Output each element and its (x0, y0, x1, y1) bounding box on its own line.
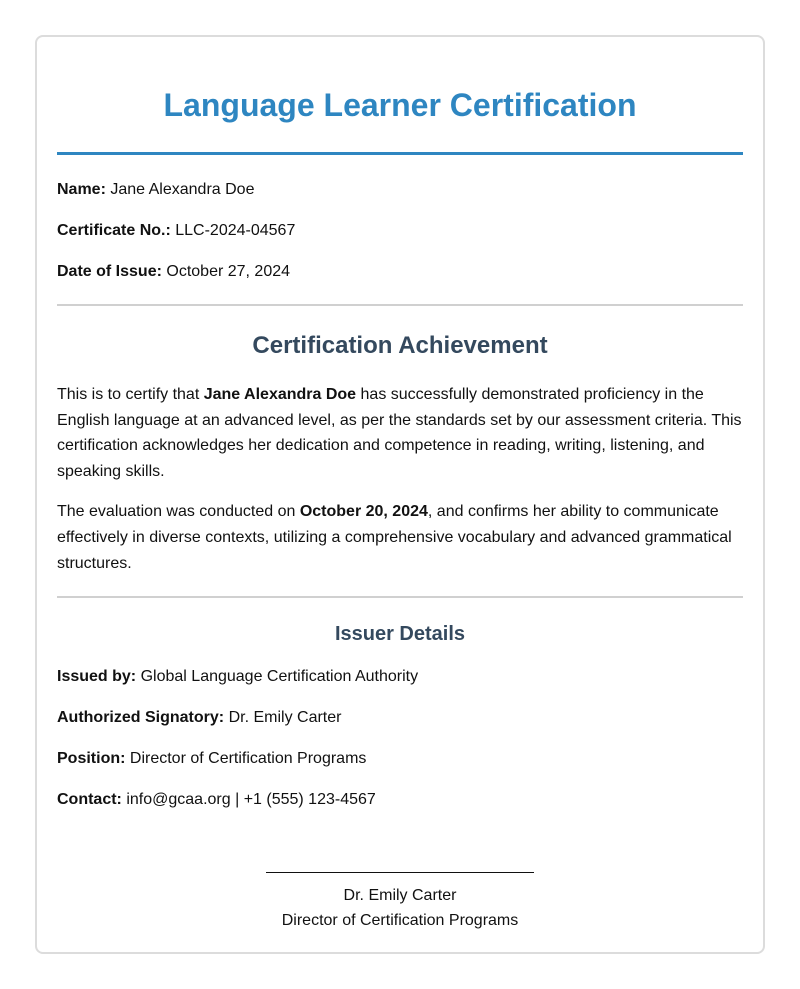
issuer-heading: Issuer Details (334, 623, 466, 646)
certificate-number-value: LLC-2024-04567 (175, 222, 296, 239)
name-value: Jane Alexandra Doe (110, 181, 255, 198)
position-label: Position: (57, 750, 126, 768)
signature-block (57, 872, 743, 933)
position-value: Director of Certification Programs (129, 750, 367, 768)
date-of-issue-field (57, 262, 743, 282)
issued-by-value: Global Language Certification Authority (140, 668, 419, 686)
signatory-field (57, 708, 743, 728)
evaluation-paragraph (57, 499, 743, 576)
evaluation-text-end: , and confirms her ability to communicate effectively in diverse contexts, utilizing a comprehensive vocabulary and advanced grammatical structures. (57, 503, 732, 572)
section-divider (57, 596, 743, 598)
certificate-title: Language Learner Certification (163, 87, 637, 123)
achievement-heading: Certification Achievement (252, 332, 548, 359)
certificate-number-field (57, 221, 743, 241)
section-divider (57, 304, 743, 306)
achievement-text-start: This is to certify that (57, 386, 204, 403)
achievement-text-end: has successfully demonstrated proficiency in the English language at an advanced level, as per the standards set by our assessment criteria. This certification acknowledges her dedication and competence in reading, writing, listening, and speaking skills. (57, 386, 742, 480)
signature-line (266, 872, 534, 873)
certificate-number-label: Certificate No.: (57, 222, 171, 239)
issued-by-label: Issued by: (57, 668, 137, 686)
recipient-name-emphasis: Jane Alexandra Doe (203, 386, 357, 403)
date-of-issue-label: Date of Issue: (57, 263, 162, 280)
position-field (57, 749, 743, 769)
contact-label: Contact: (57, 791, 122, 809)
signature-name: Dr. Emily Carter (343, 887, 457, 905)
evaluation-date-emphasis: October 20, 2024 (299, 503, 428, 521)
contact-value: info@gcaa.org | +1 (555) 123-4567 (126, 791, 376, 809)
signatory-value: Dr. Emily Carter (228, 709, 342, 727)
name-label: Name: (57, 181, 106, 198)
achievement-section (57, 331, 743, 576)
recipient-details (57, 180, 743, 282)
title-divider (57, 152, 743, 155)
signature-title: Director of Certification Programs (281, 912, 519, 930)
date-of-issue-value: October 27, 2024 (166, 263, 291, 280)
evaluation-text-start: The evaluation was conducted on (57, 503, 300, 521)
achievement-paragraph (57, 382, 743, 484)
name-field (57, 180, 743, 200)
issued-by-field (57, 667, 743, 687)
issuer-section (57, 622, 743, 810)
contact-field (57, 790, 743, 810)
certificate-card (35, 35, 765, 954)
signatory-label: Authorized Signatory: (57, 709, 225, 727)
